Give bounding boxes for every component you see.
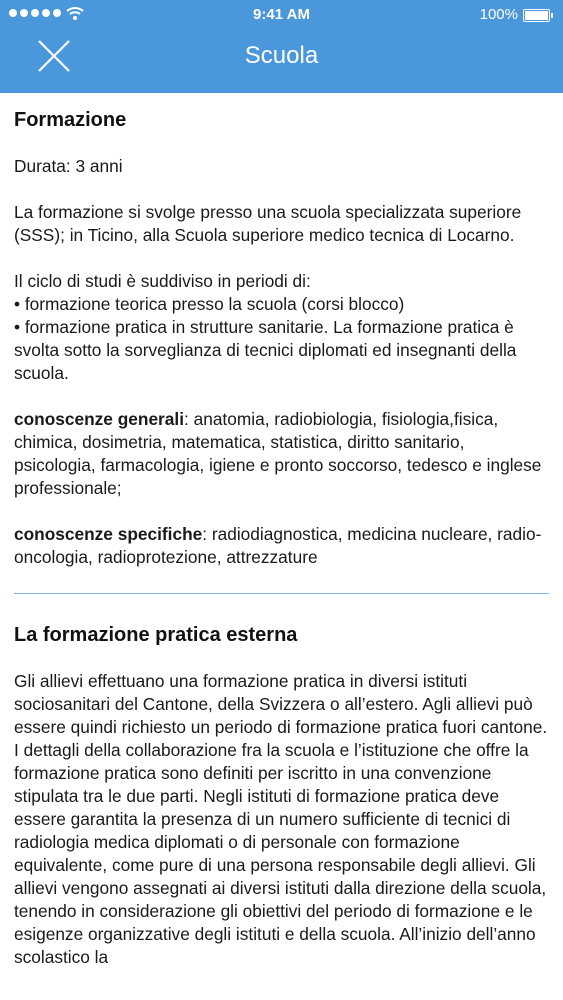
paragraph: La formazione si svolge presso una scuola specializzata superiore (SSS); in Ticino, alla Scuola superiore medico tecnica di Locarno. [14, 202, 522, 245]
section-formazione-pratica-esterna [14, 594, 549, 969]
list-item: • formazione pratica in strutture sanitarie. La formazione pratica è svolta sotto la sorveglianza di tecnici diplomati ed insegnanti della scuola. [14, 317, 517, 383]
section-formazione [14, 93, 549, 569]
section-heading: Formazione [14, 109, 127, 131]
specific-knowledge [14, 523, 549, 569]
page-title: Scuola [244, 42, 319, 69]
specific-knowledge-label: conoscenze specifiche [14, 524, 203, 544]
status-bar [0, 0, 563, 30]
general-knowledge-label: conoscenze generali [14, 409, 184, 429]
content-scroll-2[interactable] [0, 594, 563, 969]
specific-knowledge-text: : radiodiagnostica, medicina nucleare, radio-oncologia, radioprotezione, attrezzature [14, 524, 542, 567]
general-knowledge-text: : anatomia, radiobiologia, fisiologia,fisica, chimica, dosimetria, matematica, statistica, diritto sanitario, psicologia, farmacologia, igiene e pronto soccorso, tedesco e inglese professionale; [14, 409, 542, 498]
duration-text: Durata: 3 anni [14, 156, 123, 176]
paragraph: Gli allievi effettuano una formazione pratica in diversi istituti sociosanitari del Cantone, della Svizzera o all’estero. Agli allievi può essere quindi richiesto un periodo di formazione pratica fuori cantone. I dettagli della collaborazione fra la scuola e l’istituzione che offre la formazione pratica sono definiti per iscritto in una convenzione stipulata tra le due parti. Negli istituti di formazione pratica deve essere garantita la presenza di un numero sufficiente di tecnici di radiologia medica diplomati o di personale con formazione equivalente, come pure di una persona responsabile degli allievi. Gli allievi vengono assegnati ai diversi istituti dalla direzione della scuola, tenendo in considerazione gli obiettivi del periodo di formazione e le esigenze organizzative degli istituti e della scuola. All’inizio dell’anno scolastico la [14, 671, 548, 967]
section-heading: La formazione pratica esterna [14, 624, 298, 646]
list-intro: Il ciclo di studi è suddiviso in periodi di: [14, 271, 311, 291]
battery-icon [523, 9, 550, 22]
content-scroll[interactable] [0, 93, 563, 569]
app-header [0, 0, 563, 93]
status-time: 9:41 AM [253, 6, 310, 23]
list-item: • formazione teorica presso la scuola (corsi blocco) [14, 294, 405, 314]
general-knowledge [14, 408, 549, 500]
battery-percentage: 100% [479, 6, 518, 23]
